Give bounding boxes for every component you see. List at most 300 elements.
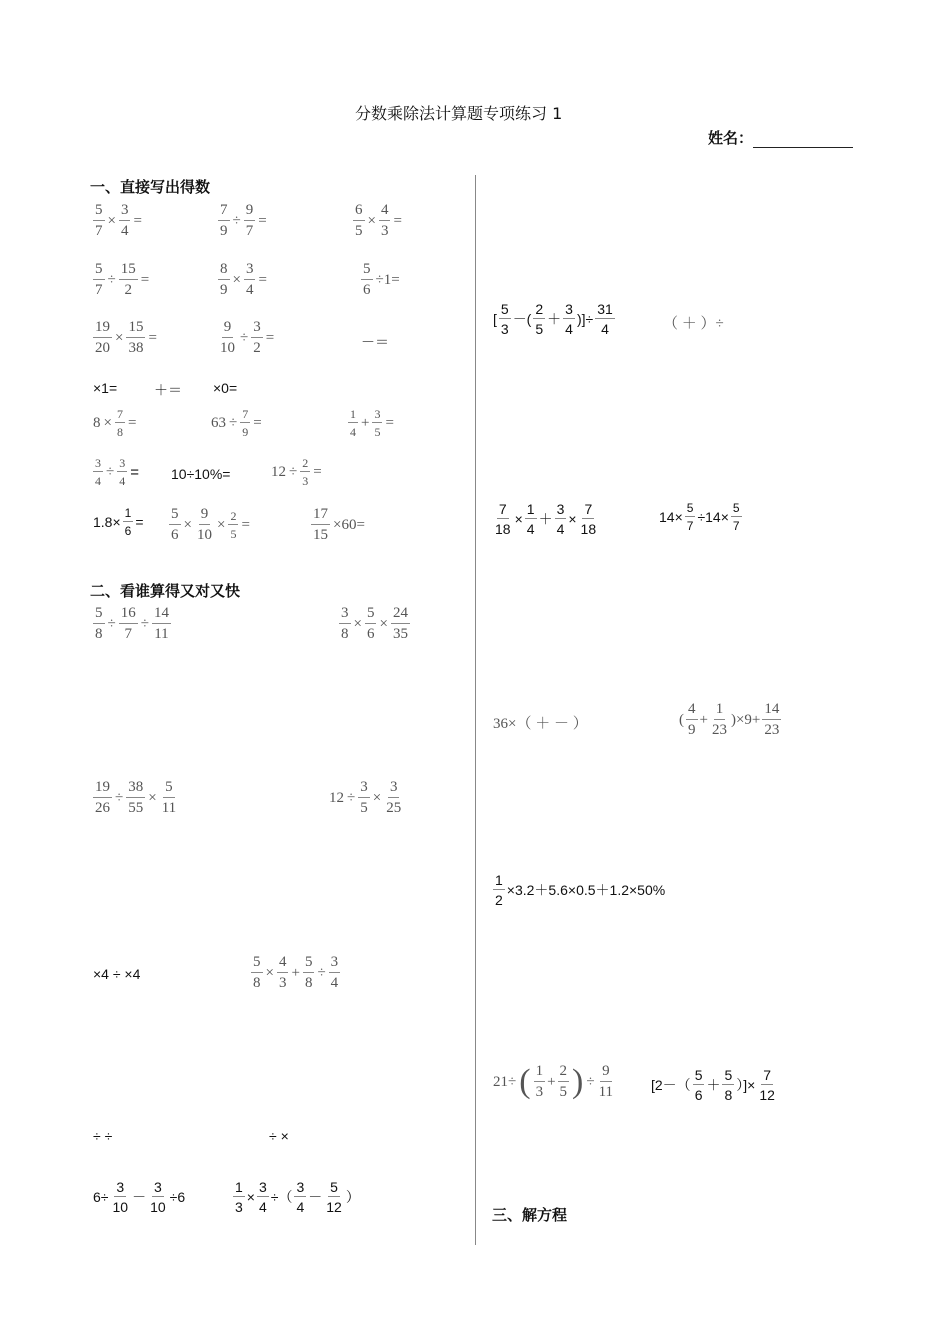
denominator: 23 xyxy=(711,722,727,738)
name-field[interactable] xyxy=(708,127,853,148)
denominator: 8 xyxy=(304,975,313,991)
operator: = xyxy=(130,463,139,481)
numerator: 1 xyxy=(124,506,132,520)
denominator: 6 xyxy=(366,626,375,642)
fraction xyxy=(499,302,511,336)
fraction xyxy=(240,408,250,438)
text-token: ＋ xyxy=(547,311,562,327)
numerator: 1 xyxy=(350,407,356,421)
text-token: [ xyxy=(493,311,497,327)
denominator: 7 xyxy=(124,626,132,642)
fraction xyxy=(353,203,365,239)
math-expression-e35 xyxy=(658,502,743,532)
denominator: 5 xyxy=(559,1084,568,1100)
denominator: 11 xyxy=(154,626,169,642)
text-token: [2－（ xyxy=(651,1077,691,1093)
math-expression-e37 xyxy=(678,702,782,738)
numerator: 3 xyxy=(119,203,131,221)
denominator: 6 xyxy=(694,1087,703,1103)
operator: ÷ xyxy=(229,414,238,431)
operator: = xyxy=(253,414,262,431)
numerator: 3 xyxy=(556,501,565,517)
numerator: 5 xyxy=(251,955,263,973)
math-expression-e19 xyxy=(92,507,145,537)
denominator: 4 xyxy=(601,321,609,337)
text-token: ×0= xyxy=(213,380,238,396)
fraction xyxy=(126,320,145,356)
operator: = xyxy=(241,516,250,533)
math-expression-e17 xyxy=(170,466,231,482)
operator: = xyxy=(393,212,402,229)
fraction xyxy=(762,702,781,738)
operator: × xyxy=(379,615,388,632)
operator: × xyxy=(103,414,112,431)
numerator: 2 xyxy=(535,301,544,317)
math-expression-e34 xyxy=(492,502,599,536)
text-token: ）]× xyxy=(736,1077,756,1093)
denominator: 4 xyxy=(119,474,126,488)
numerator: 3 xyxy=(95,456,101,470)
numerator: 4 xyxy=(277,955,289,973)
text-token: 14× xyxy=(659,509,683,525)
fraction xyxy=(244,203,256,239)
text-token: ÷6 xyxy=(169,1189,186,1205)
denominator: 4 xyxy=(245,282,254,298)
operator: ÷ xyxy=(106,463,115,480)
numerator: 5 xyxy=(169,507,181,525)
fraction xyxy=(160,780,178,816)
fraction xyxy=(233,1180,245,1214)
denominator: 12 xyxy=(326,1199,342,1215)
numerator: 3 xyxy=(339,606,351,624)
fraction xyxy=(93,262,105,298)
math-expression-e20 xyxy=(168,507,252,543)
text-token: )×9+ xyxy=(730,711,761,728)
denominator: 3 xyxy=(235,1199,243,1215)
text-token: ＋ xyxy=(538,511,553,527)
operator: ÷ xyxy=(317,964,326,981)
numerator: 9 xyxy=(600,1064,612,1082)
numerator: 7 xyxy=(116,407,123,421)
math-expression-e39 xyxy=(492,1064,616,1100)
fraction xyxy=(117,457,127,487)
denominator: 5 xyxy=(355,223,363,239)
text-token: × xyxy=(514,511,523,527)
denominator: 4 xyxy=(95,474,101,488)
text-token: 10÷10%= xyxy=(171,466,231,482)
math-expression-e6 xyxy=(360,262,402,298)
numerator: 1 xyxy=(235,1179,243,1195)
math-expression-e25 xyxy=(328,780,404,816)
operator: ÷ xyxy=(232,212,241,229)
denominator: 9 xyxy=(242,425,249,439)
math-expression-e4 xyxy=(92,262,151,298)
numerator: 3 xyxy=(388,780,400,798)
fraction xyxy=(218,320,237,356)
text-token: )]÷ xyxy=(576,311,594,327)
denominator: 4 xyxy=(565,321,573,337)
fraction xyxy=(123,507,134,537)
fraction xyxy=(372,408,382,438)
math-expression-e30 xyxy=(92,1180,186,1214)
numerator: 3 xyxy=(565,301,573,317)
denominator: 8 xyxy=(116,425,123,439)
numerator: 8 xyxy=(218,262,230,280)
text-token: 6÷ xyxy=(93,1189,109,1205)
text-token: ÷14× xyxy=(697,509,729,525)
denominator: 6 xyxy=(171,527,179,543)
fraction xyxy=(126,780,145,816)
numerator: 1 xyxy=(714,702,726,720)
name-underline[interactable] xyxy=(753,133,853,148)
numerator: 9 xyxy=(199,507,211,525)
numerator: 7 xyxy=(218,203,230,221)
text-token: + xyxy=(699,711,708,728)
denominator: 2 xyxy=(124,282,132,298)
math-expression-e16 xyxy=(92,457,141,487)
numerator: 1 xyxy=(495,872,503,888)
math-expression-e32 xyxy=(492,302,616,336)
denominator: 20 xyxy=(95,340,110,356)
numerator: 5 xyxy=(361,262,373,280)
numerator: 3 xyxy=(116,1179,125,1195)
numerator: 17 xyxy=(311,507,330,525)
big-paren: ( xyxy=(519,1063,531,1100)
section-1-heading: 一、直接写出得数 xyxy=(90,178,211,196)
operator: × xyxy=(232,271,241,288)
operator: = xyxy=(385,414,394,431)
fraction xyxy=(244,262,256,298)
column-divider xyxy=(475,175,476,1245)
math-expression-e29 xyxy=(268,1128,290,1144)
denominator: 7 xyxy=(95,282,103,298)
numerator: 5 xyxy=(93,606,105,624)
big-paren: ) xyxy=(572,1063,584,1100)
numerator: 6 xyxy=(353,203,365,221)
denominator: 5 xyxy=(230,527,237,541)
section-3-heading: 三、解方程 xyxy=(492,1206,568,1224)
fraction xyxy=(558,1064,570,1100)
fraction xyxy=(311,507,330,543)
operator: + xyxy=(361,414,370,431)
numerator: 5 xyxy=(686,501,694,515)
denominator: 10 xyxy=(150,1199,166,1215)
numerator: 5 xyxy=(93,262,105,280)
fraction xyxy=(329,955,341,991)
denominator: 5 xyxy=(535,321,544,337)
operator: ÷ xyxy=(107,615,116,632)
operator: × xyxy=(115,329,124,346)
numerator: 24 xyxy=(391,606,410,624)
text-token: ×4 ÷ ×4 xyxy=(93,966,141,982)
name-label: 姓名： xyxy=(708,129,754,147)
numerator: 3 xyxy=(374,407,381,421)
fraction xyxy=(597,1064,615,1100)
fraction xyxy=(757,1068,777,1102)
math-expression-e14 xyxy=(210,408,264,438)
fraction xyxy=(339,606,351,642)
numerator: 14 xyxy=(152,606,171,624)
denominator: 3 xyxy=(380,223,389,239)
math-expression-e5 xyxy=(217,262,269,298)
denominator: 23 xyxy=(764,722,780,738)
text-token: 12 xyxy=(329,789,344,806)
denominator: 9 xyxy=(220,282,228,298)
text-token: 12 xyxy=(271,463,286,480)
fraction xyxy=(361,262,373,298)
operator: + xyxy=(291,964,300,981)
numerator: 5 xyxy=(330,1179,338,1195)
numerator: 3 xyxy=(358,780,370,798)
fraction xyxy=(218,262,230,298)
operator: = xyxy=(148,329,157,346)
math-expression-e9 xyxy=(360,332,390,352)
operator: × xyxy=(183,516,192,533)
numerator: 7 xyxy=(584,501,593,517)
fraction xyxy=(693,1068,705,1102)
denominator: 9 xyxy=(220,223,228,239)
fraction xyxy=(391,606,410,642)
math-expression-e22 xyxy=(92,606,172,642)
numerator: 38 xyxy=(126,780,145,798)
math-expression-e24 xyxy=(92,780,179,816)
math-expression-e3 xyxy=(352,203,404,239)
numerator: 5 xyxy=(303,955,315,973)
denominator: 8 xyxy=(341,626,349,642)
numerator: 7 xyxy=(498,501,507,517)
numerator: 16 xyxy=(119,606,138,624)
math-expression-e36 xyxy=(492,712,589,733)
fraction xyxy=(384,780,403,816)
fraction xyxy=(324,1180,344,1214)
numerator: 19 xyxy=(93,780,112,798)
denominator: 10 xyxy=(196,527,212,543)
denominator: 15 xyxy=(313,527,328,543)
denominator: 4 xyxy=(330,975,339,991)
numerator: 5 xyxy=(500,301,509,317)
numerator: 3 xyxy=(258,1179,267,1195)
math-expression-e11 xyxy=(153,380,183,400)
denominator: 4 xyxy=(296,1199,305,1215)
fraction xyxy=(152,606,171,642)
fraction xyxy=(93,780,112,816)
numerator: 3 xyxy=(251,320,263,338)
denominator: 9 xyxy=(688,722,696,738)
operator: × xyxy=(265,964,274,981)
denominator: 18 xyxy=(495,521,511,537)
denominator: 18 xyxy=(580,521,597,537)
fraction xyxy=(358,780,370,816)
numerator: 2 xyxy=(230,509,237,523)
fraction xyxy=(294,1180,306,1214)
fraction xyxy=(710,702,729,738)
math-expression-e33 xyxy=(662,312,725,333)
fraction xyxy=(534,1064,546,1100)
denominator: 11 xyxy=(161,800,177,816)
math-expression-e27 xyxy=(250,955,341,991)
text-token: ÷ ÷ xyxy=(93,1128,113,1144)
fraction xyxy=(303,955,315,991)
denominator: 7 xyxy=(245,223,254,239)
fraction xyxy=(251,320,263,356)
fraction xyxy=(525,502,537,536)
text-token: 21÷ xyxy=(493,1073,517,1090)
fraction xyxy=(257,1180,269,1214)
denominator: 5 xyxy=(374,425,381,439)
text-token: 36×（ ＋ － ） xyxy=(493,716,588,732)
numerator: 14 xyxy=(762,702,781,720)
fraction xyxy=(579,502,599,536)
operator: × xyxy=(372,789,382,806)
denominator: 26 xyxy=(95,800,110,816)
fraction xyxy=(686,702,698,738)
math-expression-e10 xyxy=(92,380,118,396)
fraction xyxy=(119,606,138,642)
math-expression-e26 xyxy=(92,966,141,982)
denominator: 4 xyxy=(526,521,535,537)
denominator: 25 xyxy=(386,800,402,816)
fraction xyxy=(493,502,513,536)
fraction xyxy=(115,408,125,438)
operator: = xyxy=(133,212,142,229)
text-token: ＋＝ xyxy=(154,382,182,398)
numerator: 7 xyxy=(763,1067,772,1083)
fraction xyxy=(379,203,391,239)
fraction xyxy=(93,606,105,642)
denominator: 55 xyxy=(128,800,144,816)
fraction xyxy=(148,1180,168,1214)
operator: ÷1= xyxy=(375,271,400,288)
denominator: 6 xyxy=(363,282,371,298)
fraction xyxy=(93,203,105,239)
operator: = xyxy=(140,271,150,288)
fraction xyxy=(119,262,138,298)
fraction xyxy=(685,502,696,532)
operator: ÷ xyxy=(347,789,356,806)
denominator: 4 xyxy=(120,223,129,239)
fraction xyxy=(277,955,289,991)
text-token: ） xyxy=(345,1189,360,1205)
operator: ÷ xyxy=(140,615,149,632)
math-expression-e18 xyxy=(270,457,324,487)
fraction xyxy=(533,302,545,336)
fraction xyxy=(228,510,238,540)
operator: × xyxy=(353,615,362,632)
denominator: 7 xyxy=(686,519,694,533)
operator: × xyxy=(216,516,226,533)
numerator: 1 xyxy=(534,1064,546,1082)
fraction xyxy=(218,203,230,239)
operator: ×60= xyxy=(333,516,365,533)
text-token: ×3.2＋5.6×0.5＋1.2×50% xyxy=(506,882,666,898)
denominator: 8 xyxy=(724,1087,733,1103)
text-token: ×1= xyxy=(93,380,118,396)
numerator: 5 xyxy=(93,203,105,221)
numerator: 9 xyxy=(222,320,234,338)
text-token: 63 xyxy=(211,414,226,431)
text-token: ＋ xyxy=(706,1077,721,1093)
math-expression-e8 xyxy=(217,320,276,356)
math-expression-e12 xyxy=(212,380,238,396)
fraction xyxy=(493,873,505,907)
operator: = xyxy=(313,463,322,480)
denominator: 38 xyxy=(128,340,144,356)
fraction xyxy=(365,606,377,642)
numerator: 5 xyxy=(732,501,740,515)
fraction xyxy=(195,507,214,543)
text-token: 1.8× xyxy=(93,514,121,530)
numerator: 4 xyxy=(686,702,698,720)
fraction xyxy=(119,203,131,239)
fraction xyxy=(93,457,103,487)
text-token: ÷ × xyxy=(269,1128,289,1144)
numerator: 15 xyxy=(119,262,138,280)
numerator: 3 xyxy=(296,1179,305,1195)
math-expression-e40 xyxy=(650,1068,778,1102)
denominator: 4 xyxy=(258,1199,267,1215)
numerator: 3 xyxy=(119,456,126,470)
math-expression-e15 xyxy=(347,408,396,438)
math-expression-e7 xyxy=(92,320,159,356)
numerator: 9 xyxy=(244,203,256,221)
math-expression-e23 xyxy=(338,606,411,642)
numerator: 4 xyxy=(379,203,391,221)
operator: ÷ xyxy=(107,271,116,288)
math-expression-e2 xyxy=(217,203,269,239)
denominator: 8 xyxy=(253,975,261,991)
section-2-heading: 二、看谁算得又对又快 xyxy=(90,582,241,600)
operator: = xyxy=(258,271,267,288)
text-token: ÷ xyxy=(586,1073,595,1090)
denominator: 11 xyxy=(598,1084,614,1100)
numerator: 5 xyxy=(163,780,175,798)
operator: × xyxy=(107,212,116,229)
math-expression-e31 xyxy=(232,1180,361,1214)
denominator: 3 xyxy=(500,321,509,337)
text-token: － xyxy=(308,1189,323,1205)
numerator: 5 xyxy=(724,1067,733,1083)
denominator: 10 xyxy=(112,1199,129,1215)
denominator: 7 xyxy=(732,519,740,533)
fraction xyxy=(93,320,112,356)
fraction xyxy=(563,302,575,336)
operator: = xyxy=(127,414,137,431)
numerator: 15 xyxy=(126,320,145,338)
fraction xyxy=(169,507,181,543)
operator: ÷ xyxy=(240,329,249,346)
text-token: －＝ xyxy=(361,334,389,350)
denominator: 10 xyxy=(220,340,235,356)
denominator: 2 xyxy=(495,892,503,908)
numerator: 19 xyxy=(93,320,112,338)
fraction xyxy=(722,1068,734,1102)
denominator: 7 xyxy=(95,223,103,239)
math-expression-e1 xyxy=(92,203,144,239)
text-token: = xyxy=(135,514,144,530)
denominator: 3 xyxy=(535,1084,544,1100)
page-title: 分数乘除法计算题专项练习 1 xyxy=(355,104,563,123)
math-expression-e28 xyxy=(92,1128,113,1144)
denominator: 2 xyxy=(253,340,261,356)
denominator: 5 xyxy=(360,800,368,816)
text-token: 8 xyxy=(93,414,101,431)
math-expression-e21 xyxy=(310,507,367,543)
denominator: 8 xyxy=(95,626,103,642)
text-token: + xyxy=(547,1073,556,1090)
fraction xyxy=(110,1180,130,1214)
fraction xyxy=(300,457,310,487)
denominator: 6 xyxy=(124,524,132,538)
